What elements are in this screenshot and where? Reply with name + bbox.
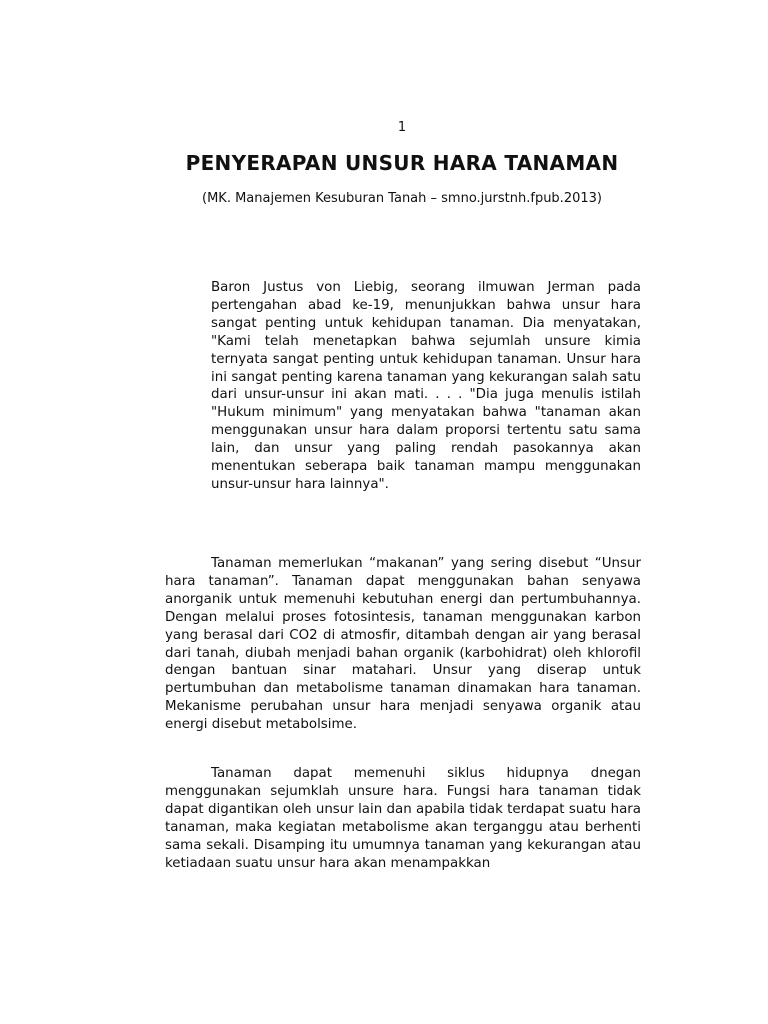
body-paragraph: Tanaman memerlukan “makanan” yang sering disebut “Unsur hara tanaman”. Tanaman dapat menggunakan bahan senyawa anorganik untuk memenuhi kebutuhan energi dan pertumbuhannya. Dengan melalui proses fotosintesis, tanaman menggunakan karbon yang berasal dari CO2 di atmosfir, ditambah dengan air yang berasal dari tanah, diubah menjadi bahan organik (karbohidrat) oleh khlorofil dengan bantuan sinar matahari. Unsur yang diserap untuk pertumbuhan dan metabolisme tanaman dinamakan hara tanaman. Mekanisme perubahan unsur hara menjadi senyawa organik atau energi disebut metabolsime. xyxy=(165,556,641,733)
body-paragraph: Tanaman dapat memenuhi siklus hidupnya dnegan menggunakan sejumklah unsure hara. Fungsi hara tanaman tidak dapat digantikan oleh unsur lain dan apabila tidak terdapat suatu hara tanaman, maka kegiatan metabolisme akan terganggu atau berhenti sama sekali. Disamping itu umumnya tanaman yang kekurangan atau ketiadaan suatu unsur hara akan menampakkan xyxy=(165,766,641,871)
block-quote: Baron Justus von Liebig, seorang ilmuwan Jerman pada pertengahan abad ke-19, menunjukkan bahwa unsur hara sangat penting untuk kehidupan tanaman. Dia menyatakan, "Kami telah menetapkan bahwa sejumlah unsure kimia ternyata sangat penting untuk kehidupan tanaman. Unsur hara ini sangat penting karena tanaman yang kekurangan salah satu dari unsur-unsur ini akan mati. . . . "Dia juga menulis istilah "Hukum minimum" yang menyatakan bahwa "tanaman akan menggunakan unsur hara dalam proporsi tertentu satu sama lain, dan unsur yang paling rendah pasokannya akan menentukan seberapa baik tanaman mampu menggunakan unsur-unsur hara lainnya". xyxy=(211,280,641,492)
document-title: PENYERAPAN UNSUR HARA TANAMAN xyxy=(185,151,619,175)
page-number: 1 xyxy=(397,120,407,135)
document-subtitle: (MK. Manajemen Kesuburan Tanah – smno.jurstnh.fpub.2013) xyxy=(202,191,602,206)
